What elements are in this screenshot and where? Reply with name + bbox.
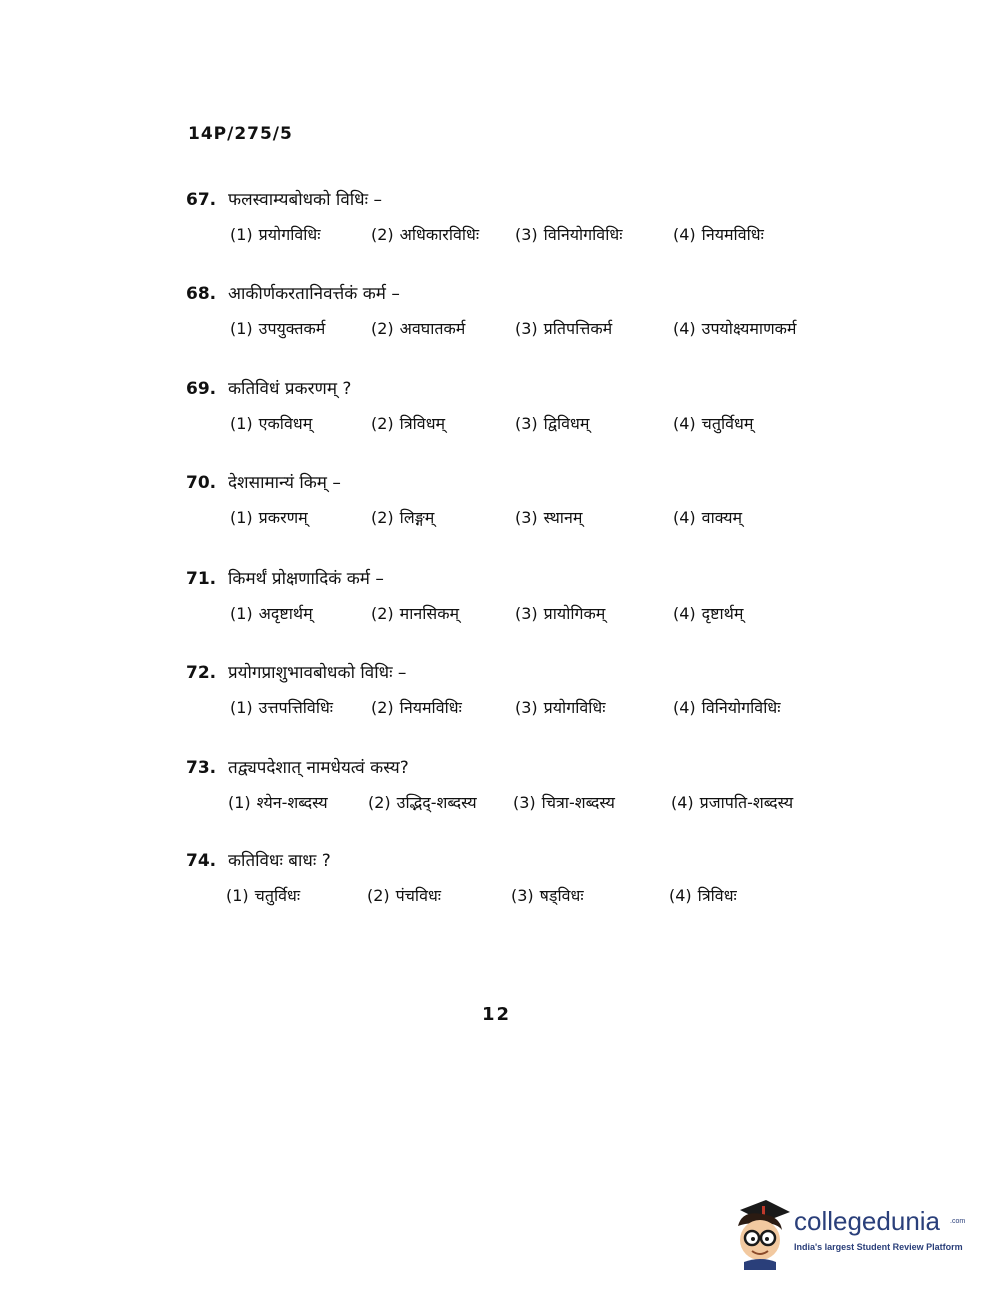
option-4: (4) त्रिविधः	[669, 886, 737, 905]
option-1: (1) श्येन-शब्दस्य	[228, 793, 328, 812]
option-3: (3) षड्विधः	[511, 886, 584, 905]
page-number: 12	[481, 1004, 512, 1025]
question-text: फलस्वाम्यबोधको विधिः –	[228, 190, 382, 210]
question-68	[186, 281, 886, 351]
question-text: किमर्थं प्रोक्षणादिकं कर्म –	[228, 569, 384, 589]
collegedunia-watermark	[732, 1196, 966, 1270]
option-4: (4) विनियोगविधिः	[673, 698, 781, 717]
option-1: (1) चतुर्विधः	[226, 886, 301, 905]
option-2: (2) नियमविधिः	[371, 698, 462, 717]
option-1: (1) उत्तपत्तिविधिः	[230, 698, 334, 717]
option-3: (3) विनियोगविधिः	[515, 225, 623, 244]
option-4: (4) नियमविधिः	[673, 225, 764, 244]
brand-suffix: .com	[950, 1218, 966, 1225]
question-67	[186, 187, 886, 257]
option-2: (2) लिङ्गम्	[371, 508, 435, 527]
question-69	[186, 376, 886, 446]
question-71	[186, 566, 886, 636]
option-2: (2) पंचविधः	[367, 886, 442, 905]
question-73	[186, 755, 886, 825]
option-1: (1) अदृष्टार्थम्	[230, 604, 313, 623]
question-text: तद्व्यपदेशात् नामधेयत्वं कस्य?	[228, 758, 409, 778]
option-1: (1) प्रकरणम्	[230, 508, 308, 527]
question-74	[186, 848, 886, 918]
option-4: (4) चतुर्विधम्	[673, 414, 754, 433]
question-number: 68.	[186, 284, 217, 304]
brand-name: collegedunia	[794, 1206, 941, 1236]
option-4: (4) प्रजापति-शब्दस्य	[671, 793, 794, 812]
question-number: 71.	[186, 569, 217, 589]
question-number: 69.	[186, 379, 217, 399]
option-3: (3) प्रायोगिकम्	[515, 604, 606, 623]
option-3: (3) स्थानम्	[515, 508, 583, 527]
question-number: 70.	[186, 473, 217, 493]
option-3: (3) चित्रा-शब्दस्य	[513, 793, 615, 812]
brand-tagline: India's largest Student Review Platform	[794, 1242, 963, 1252]
question-number: 67.	[186, 190, 217, 210]
option-3: (3) प्रयोगविधिः	[515, 698, 606, 717]
paper-code: 14P/275/5	[188, 124, 293, 144]
question-number: 73.	[186, 758, 217, 778]
option-4: (4) वाक्यम्	[673, 508, 743, 527]
question-70	[186, 470, 886, 540]
option-4: (4) दृष्टार्थम्	[673, 604, 744, 623]
option-3: (3) प्रतिपत्तिकर्म	[515, 319, 613, 338]
option-1: (1) प्रयोगविधिः	[230, 225, 321, 244]
option-2: (2) त्रिविधम्	[371, 414, 446, 433]
question-number: 72.	[186, 663, 217, 683]
question-text: आकीर्णकरतानिवर्त्तकं कर्म –	[228, 284, 400, 304]
question-text: देशसामान्यं किम् –	[228, 473, 341, 493]
option-3: (3) द्विविधम्	[515, 414, 590, 433]
question-text: कतिविधं प्रकरणम् ?	[228, 379, 352, 399]
question-text: प्रयोगप्राशुभावबोधको विधिः –	[228, 663, 407, 683]
option-2: (2) उद्भिद्-शब्दस्य	[368, 793, 477, 812]
question-72	[186, 660, 886, 730]
option-2: (2) अवघातकर्म	[371, 319, 466, 338]
student-mascot-icon	[732, 1196, 792, 1270]
option-4: (4) उपयोक्ष्यमाणकर्म	[673, 319, 797, 338]
option-1: (1) एकविधम्	[230, 414, 313, 433]
option-2: (2) मानसिकम्	[371, 604, 460, 623]
question-text: कतिविधः बाधः ?	[228, 851, 331, 871]
option-2: (2) अधिकारविधिः	[371, 225, 480, 244]
question-number: 74.	[186, 851, 217, 871]
option-1: (1) उपयुक्तकर्म	[230, 319, 326, 338]
